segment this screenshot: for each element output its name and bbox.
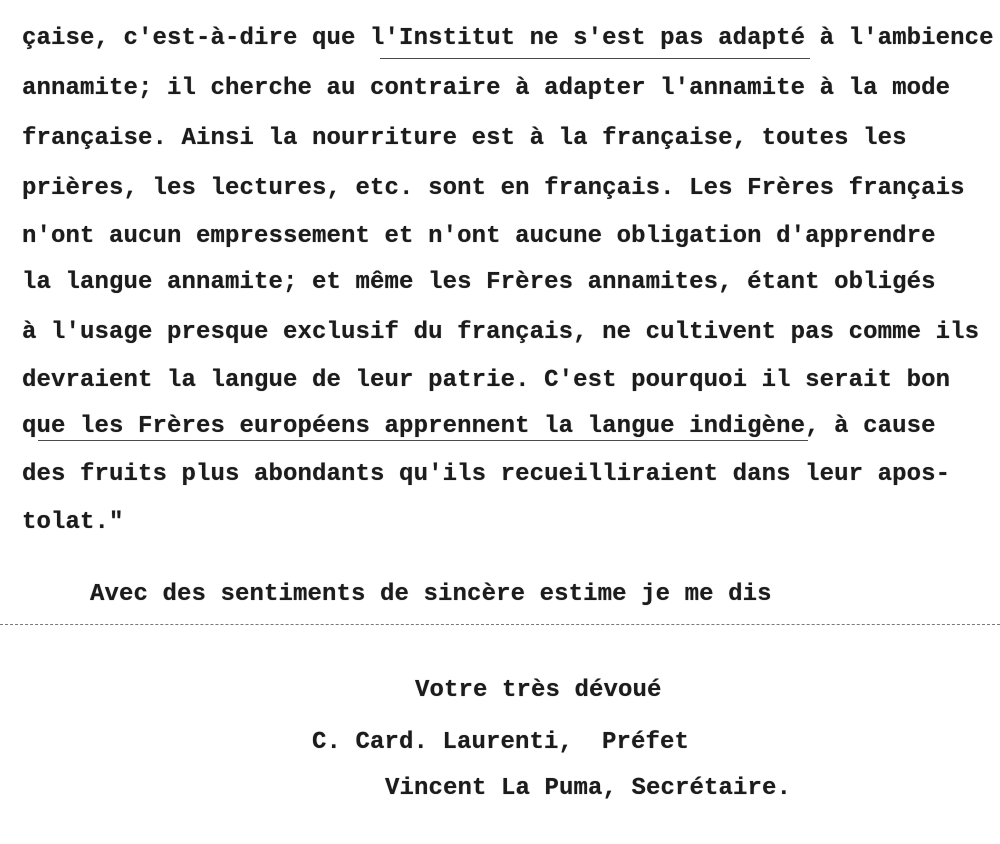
body-line-7: à l'usage presque exclusif du français, ne cultivent pas comme ils (22, 319, 980, 346)
body-line-10: des fruits plus abondants qu'ils recueilliraient dans leur apos- (22, 461, 951, 488)
underline-mark (38, 440, 808, 441)
body-line-2: annamite; il cherche au contraire à adapter l'annamite à la mode (22, 75, 951, 102)
body-line-4: prières, les lectures, etc. sont en français. Les Frères français (22, 175, 965, 202)
secretary-name: Vincent La Puma, Secrétaire. (385, 775, 792, 802)
body-line-8: devraient la langue de leur patrie. C'est pourquoi il serait bon (22, 367, 951, 394)
body-line-11: tolat." (22, 509, 124, 536)
salutation: Votre très dévoué (415, 677, 662, 704)
signer-name: C. Card. Laurenti, Préfet (312, 729, 690, 756)
closing-line: Avec des sentiments de sincère estime je me dis (90, 581, 772, 608)
body-line-9: que les Frères européens apprennent la langue indigène, à cause (22, 413, 936, 440)
body-line-5: n'ont aucun empressement et n'ont aucune obligation d'apprendre (22, 223, 936, 250)
body-line-6: la langue annamite; et même les Frères annamites, étant obligés (22, 269, 936, 296)
body-line-3: française. Ainsi la nourriture est à la française, toutes les (22, 125, 907, 152)
underline-mark (380, 58, 810, 59)
page-fold-line (0, 624, 1000, 625)
body-line-1: çaise, c'est-à-dire que l'Institut ne s'est pas adapté à l'ambience (22, 25, 994, 52)
